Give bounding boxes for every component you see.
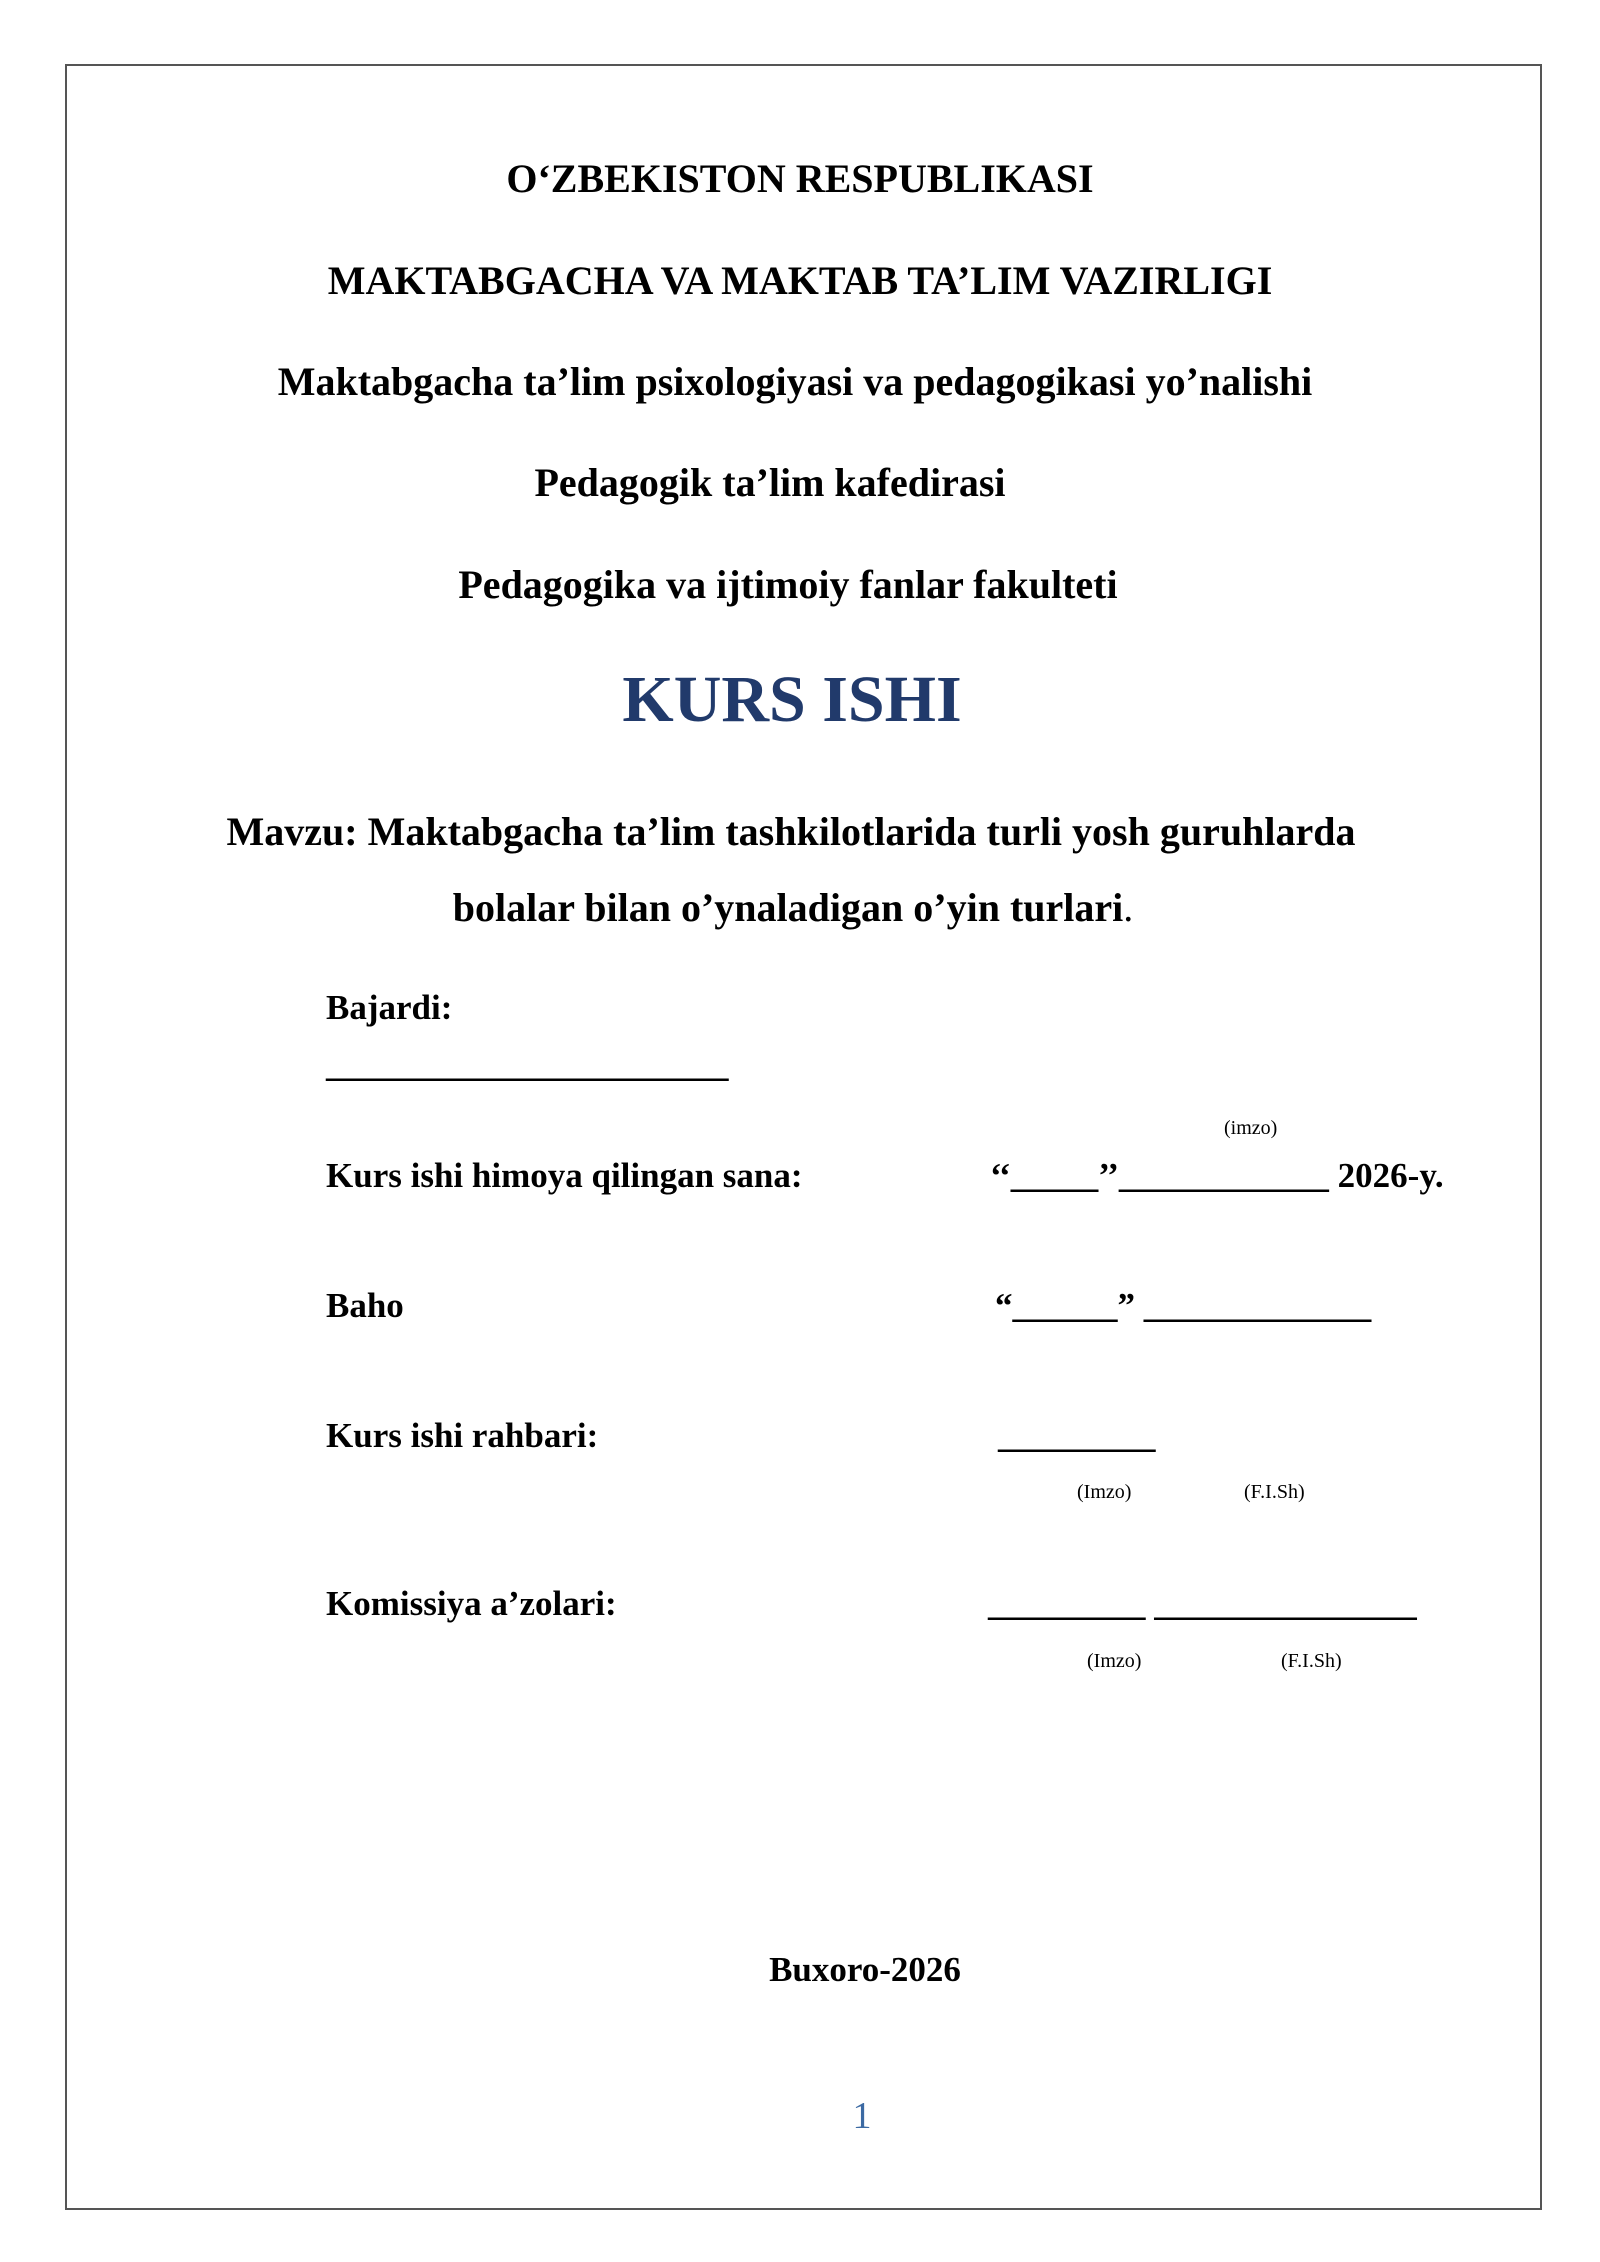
city-year: Buxoro-2026 bbox=[769, 1950, 961, 1989]
topic-line-2-text: bolalar bilan o’ynaladigan o’yin turlari bbox=[452, 885, 1124, 930]
commission-sign-caption: (Imzo) bbox=[1087, 1650, 1142, 1672]
department-heading: Pedagogik ta’lim kafedirasi bbox=[534, 460, 1006, 505]
defense-date-label: Kurs ishi himoya qilingan sana: bbox=[326, 1156, 803, 1195]
ministry-heading: MAKTABGACHA VA MAKTAB TA’LIM VAZIRLIGI bbox=[327, 258, 1273, 303]
topic-line-1: Mavzu: Maktabgacha ta’lim tashkilotlarida turli yosh guruhlarda bbox=[226, 809, 1356, 854]
supervisor-sign-caption: (Imzo) bbox=[1077, 1481, 1132, 1503]
direction-heading: Maktabgacha ta’lim psixologiyasi va pedagogikasi yo’nalishi bbox=[277, 359, 1313, 404]
topic-line-2-period: . bbox=[1123, 885, 1134, 930]
commission-blank: _________ _______________ bbox=[988, 1584, 1417, 1623]
performed-label: Bajardi: bbox=[326, 988, 453, 1027]
supervisor-label: Kurs ishi rahbari: bbox=[326, 1416, 599, 1455]
grade-value: “______” _____________ bbox=[995, 1286, 1372, 1325]
signature-caption: (imzo) bbox=[1224, 1117, 1278, 1139]
performed-blank: _______________________ bbox=[326, 1045, 729, 1084]
faculty-heading: Pedagogika va ijtimoiy fanlar fakulteti bbox=[458, 562, 1118, 607]
commission-name-caption: (F.I.Sh) bbox=[1281, 1650, 1342, 1672]
page-number: 1 bbox=[852, 2095, 872, 2137]
supervisor-name-caption: (F.I.Sh) bbox=[1244, 1481, 1305, 1503]
document-title: KURS ISHI bbox=[622, 663, 962, 736]
commission-label: Komissiya a’zolari: bbox=[326, 1584, 617, 1623]
grade-label: Baho bbox=[326, 1286, 404, 1325]
defense-date-value: ‘‘_____’’____________ 2026-y. bbox=[990, 1156, 1444, 1195]
supervisor-blank: _________ bbox=[998, 1416, 1156, 1455]
topic-line-2 bbox=[0, 884, 1593, 931]
republic-heading: O‘ZBEKISTON RESPUBLIKASI bbox=[506, 156, 1094, 201]
